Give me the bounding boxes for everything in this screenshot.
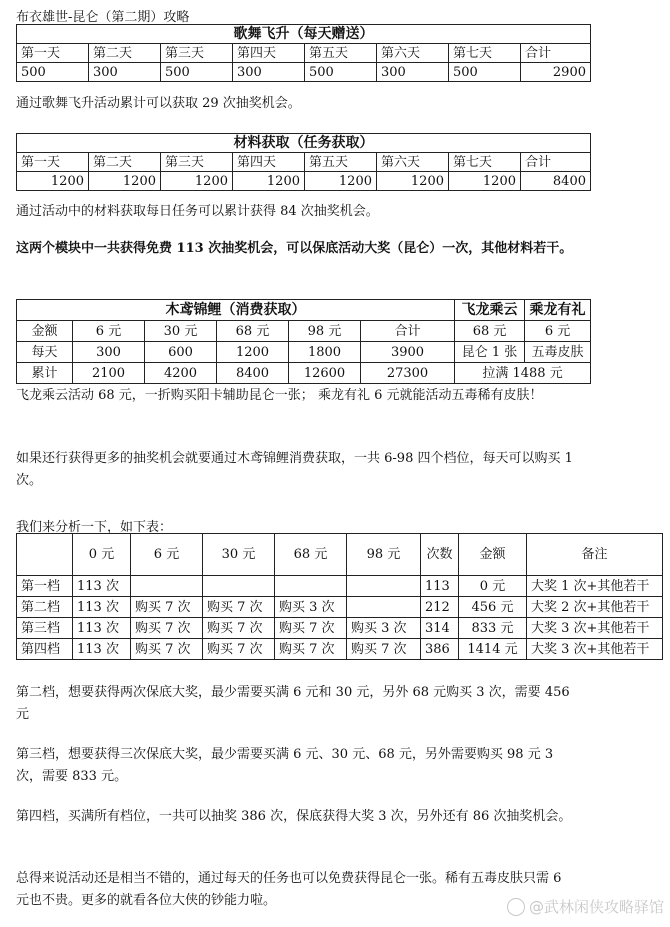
tier-label: 第三档: [17, 618, 73, 639]
page-title: 布衣雄世-昆仑（第二期）攻略: [16, 10, 190, 25]
row-label: 每天: [17, 342, 73, 363]
value-cell: 1200: [17, 172, 89, 191]
tier-label: 第二档: [17, 597, 73, 618]
cell: 五毒皮肤: [525, 342, 591, 363]
header-cell: 6 元: [131, 534, 203, 576]
cell: 大奖 3 次+其他若干: [527, 618, 663, 639]
header-cell: 第四天: [233, 153, 305, 172]
cell: 购买 3 次: [347, 618, 421, 639]
table-title: 材料获取（任务获取）: [17, 134, 591, 153]
material-table: [16, 133, 591, 191]
value-cell: 500: [305, 63, 377, 82]
header-cell: 第七天: [449, 153, 521, 172]
cell: 300: [73, 342, 145, 363]
watermark: [507, 896, 664, 917]
analysis-table: [16, 533, 663, 660]
paragraph-tier-3: 第三档，想要获得三次保底大奖，最少需要买满 6 元、30 元、68 元，另外需要购买 98 元 3 次，需要 833 元。: [16, 747, 554, 784]
cell: 1800: [289, 342, 361, 363]
row-label: 累计: [17, 363, 73, 384]
paragraph-conclusion: 总得来说活动还是相当不错的，通过每天的任务也可以免费获得昆仑一张。稀有五毒皮肤只需 6 元也不贵。更多的就看各位大侠的钞能力啦。: [16, 871, 562, 908]
paragraph-tier-2: 第二档，想要获得两次保底大奖，最少需要买满 6 元和 30 元，另外 68 元购买 3 次，需要 456 元: [16, 685, 570, 722]
cell: 386: [421, 639, 459, 660]
cell: 27300: [361, 363, 455, 384]
value-cell: 1200: [305, 172, 377, 191]
cell: 1414 元: [459, 639, 527, 660]
row-label: 金额: [17, 321, 73, 342]
cell: 113 次: [73, 639, 131, 660]
header-cell: 第五天: [305, 153, 377, 172]
cell: [131, 576, 203, 597]
header-cell: 第一天: [17, 44, 89, 63]
note-4: 如果还行获得更多的抽奖机会就要通过木鸢锦鲤消费获取，一共 6-98 四个档位，每天可以购买 1 次。: [16, 451, 573, 488]
cell: 113 次: [73, 597, 131, 618]
value-cell: 300: [377, 63, 449, 82]
cell: 昆仑 1 张: [455, 342, 525, 363]
cell: 314: [421, 618, 459, 639]
table-title: 木鸢锦鲤（消费获取）: [17, 300, 455, 321]
cell: [347, 597, 421, 618]
summary-bold: 这两个模块中一共获得免费 113 次抽奖机会，可以保底活动大奖（昆仑）一次，其他材料若干。: [16, 241, 573, 256]
cell: 购买 7 次: [131, 639, 203, 660]
cell: 购买 7 次: [347, 639, 421, 660]
header-cell: 第四天: [233, 44, 305, 63]
table-title: 歌舞飞升（每天赠送）: [17, 25, 591, 44]
value-cell: 1200: [449, 172, 521, 191]
cell: 8400: [217, 363, 289, 384]
cell: 113: [421, 576, 459, 597]
value-cell: 1200: [233, 172, 305, 191]
header-cell: 金额: [459, 534, 527, 576]
merged-cell: 拉满 1488 元: [455, 363, 591, 384]
header-cell: 第一天: [17, 153, 89, 172]
cell: 购买 7 次: [203, 597, 275, 618]
header-cell: 68 元: [275, 534, 347, 576]
cell: [347, 576, 421, 597]
header-cell: 第七天: [449, 44, 521, 63]
header-cell: 合计: [521, 153, 591, 172]
note-5: 我们来分析一下，如下表：: [16, 520, 173, 535]
tier-label: 第四档: [17, 639, 73, 660]
header-cell: 0 元: [73, 534, 131, 576]
total-cell: 2900: [521, 63, 591, 82]
consumption-table: [16, 299, 591, 384]
cell: 30 元: [145, 321, 217, 342]
cell: 456 元: [459, 597, 527, 618]
value-cell: 300: [89, 63, 161, 82]
cell: [275, 576, 347, 597]
value-cell: 1200: [89, 172, 161, 191]
header-cell: 次数: [421, 534, 459, 576]
cell: 购买 3 次: [275, 597, 347, 618]
value-cell: 1200: [161, 172, 233, 191]
total-cell: 8400: [521, 172, 591, 191]
daily-gift-table: [16, 24, 591, 82]
watermark-text: @武林闲侠攻略驿馆: [528, 898, 664, 916]
value-cell: 500: [17, 63, 89, 82]
cell: 12600: [289, 363, 361, 384]
cell: 3900: [361, 342, 455, 363]
note-3: 飞龙乘云活动 68 元，一折购买阳卡辅助昆仑一张； 乘龙有礼 6 元就能活动五毒稀有皮肤！: [16, 388, 543, 403]
cell: 大奖 3 次+其他若干: [527, 639, 663, 660]
cell: 购买 7 次: [131, 597, 203, 618]
header-cell: 第六天: [377, 44, 449, 63]
value-cell: 500: [161, 63, 233, 82]
cell: 833 元: [459, 618, 527, 639]
cell: 6 元: [73, 321, 145, 342]
header-cell: 98 元: [347, 534, 421, 576]
header-cell: 备注: [527, 534, 663, 576]
cell: [203, 576, 275, 597]
header-cell: 第六天: [377, 153, 449, 172]
cell: 1200: [217, 342, 289, 363]
cell: 大奖 1 次+其他若干: [527, 576, 663, 597]
cell: 600: [145, 342, 217, 363]
header-cell: 第三天: [161, 153, 233, 172]
paragraph-tier-4: 第四档，买满所有档位，一共可以抽奖 386 次，保底获得大奖 3 次，另外还有 86 次抽奖机会。: [16, 809, 572, 824]
weibo-icon: [507, 898, 525, 916]
cell: 6 元: [525, 321, 591, 342]
cell: 113 次: [73, 618, 131, 639]
cell: 113 次: [73, 576, 131, 597]
cell: 68 元: [455, 321, 525, 342]
cell: 购买 7 次: [131, 618, 203, 639]
header-cell: 第二天: [89, 44, 161, 63]
value-cell: 500: [449, 63, 521, 82]
header-cell: 30 元: [203, 534, 275, 576]
header-cell: 第三天: [161, 44, 233, 63]
header-cell: [17, 534, 73, 576]
cell: 98 元: [289, 321, 361, 342]
header-cell: 第二天: [89, 153, 161, 172]
cell: 0 元: [459, 576, 527, 597]
cell: 购买 7 次: [275, 618, 347, 639]
fly-title: 飞龙乘云: [455, 300, 525, 321]
cell: 购买 7 次: [275, 639, 347, 660]
ride-title: 乘龙有礼: [525, 300, 591, 321]
cell: 购买 7 次: [203, 639, 275, 660]
tier-label: 第一档: [17, 576, 73, 597]
cell: 购买 7 次: [203, 618, 275, 639]
note-1: 通过歌舞飞升活动累计可以获取 29 次抽奖机会。: [16, 96, 301, 111]
value-cell: 300: [233, 63, 305, 82]
cell: 68 元: [217, 321, 289, 342]
value-cell: 1200: [377, 172, 449, 191]
cell: 合计: [361, 321, 455, 342]
cell: 大奖 2 次+其他若干: [527, 597, 663, 618]
cell: 4200: [145, 363, 217, 384]
cell: 2100: [73, 363, 145, 384]
note-2: 通过活动中的材料获取每日任务可以累计获得 84 次抽奖机会。: [16, 204, 379, 219]
cell: 212: [421, 597, 459, 618]
header-cell: 第五天: [305, 44, 377, 63]
header-cell: 合计: [521, 44, 591, 63]
